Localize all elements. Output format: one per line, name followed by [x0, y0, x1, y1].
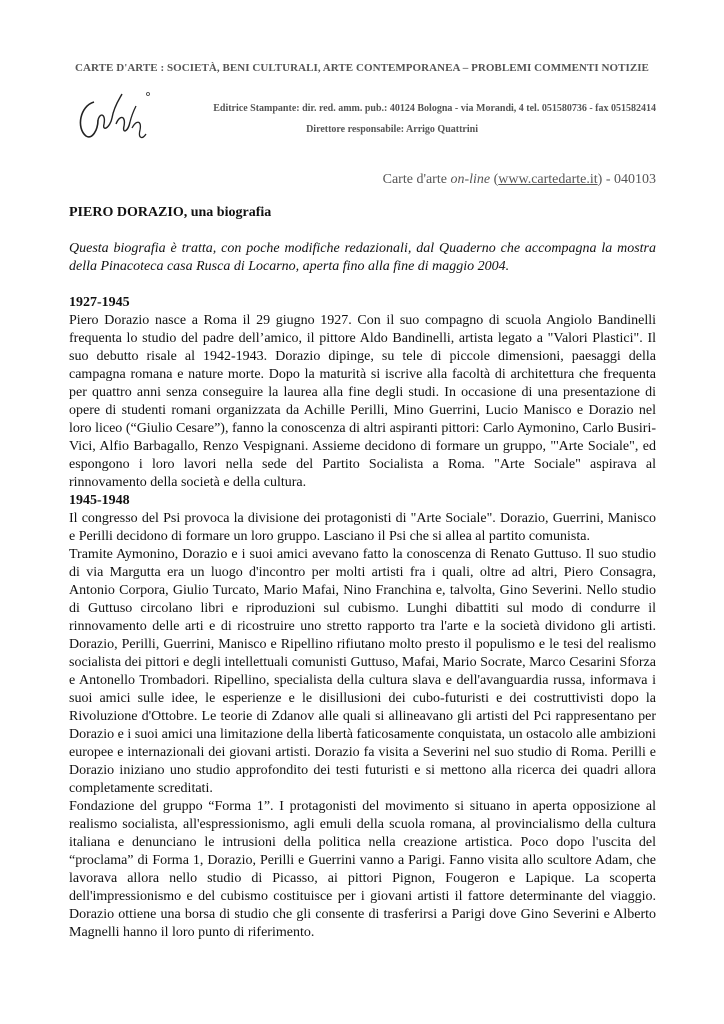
masthead: CARTE D'ARTE : SOCIETÀ, BENI CULTURALI, ARTE CONTEMPORANEA – PROBLEMI COMMENTI NOTIZIE — [75, 62, 649, 74]
publisher-info: Editrice Stampante: dir. red. amm. pub.: 40124 Bologna - via Morandi, 4 tel. 051580736 - fax 051582414 — [213, 103, 656, 114]
issue-code: - 040103 — [602, 172, 656, 187]
section-heading-1945-1948: 1945-1948 — [69, 493, 130, 508]
section-1945-1948-paragraph-1: Il congresso del Psi provoca la divisione dei protagonisti di "Arte Sociale". Dorazio, Guerrini, Manisco e Perilli decidono di formare un loro gruppo. Lasciano il Psi che si allea al partito comunista. — [69, 511, 656, 544]
section-1945-1948-paragraph-3: Fondazione del gruppo “Forma 1”. I protagonisti del movimento si situano in aperta opposizione al realismo socialista, all'espressionismo, agli emuli della scuola romana, al provincialismo della cultura italiana e denunciano le intrusioni della politica nella creazione artistica. Poco dopo l'uscita del “proclama” di Forma 1, Dorazio, Perilli e Guerrini vanno a Parigi. Fanno visita allo scultore Adam, che lavorava allora nello studio di Picasso, ai pittori Pignon, Fougeron e Lapique. La scoperta dell'impressionismo e del cubismo costituisce per i giovani artisti il fattore determinante del viaggio. Dorazio ottiene una borsa di studio che gli consente di trasferirsi a Parigi dove Gino Severini e Alberto Magnelli hanno il loro punto di riferimento. — [69, 799, 656, 940]
article-title: PIERO DORAZIO, una biografia — [69, 205, 272, 220]
carte-darte-logo — [72, 84, 152, 156]
section-1927-1945-text: Piero Dorazio nasce a Roma il 29 giugno 1927. Con il suo compagno di scuola Angiolo Bandinelli frequenta lo studio del padre dell’amico, il pittore Aldo Bandinelli, artista legato a "Valori Plastici". Il suo debutto risale al 1942-1943. Dorazio dipinge, su tele di piccole dimensioni, paesaggi della campagna romana e nature morte. Dopo la maturità si iscrive alla facoltà di architettura che frequenta per quattro anni senza conseguire la laurea alla fine degli studi. In occasione di una presentazione di opere di studenti romani organizzata da Achille Perilli, Mino Guerrini, Lucio Manisco e Dorazio nel loro liceo (“Giulio Cesare”), fanno la conoscenza di altri aspiranti pittori: Carlo Aymonino, Carlo Busiri-Vici, Alfio Barbagallo, Renzo Vespignani. Assieme decidono di formare un gruppo, "'Arte Sociale", ed espongono i loro lavori nella sede del Partito Socialista a Roma. "Arte Sociale" aspirava al rinnovamento della società e della cultura. — [69, 313, 656, 490]
website-link[interactable]: www.cartedarte.it — [498, 172, 598, 187]
section-1945-1948-paragraph-2: Tramite Aymonino, Dorazio e i suoi amici avevano fatto la conoscenza di Renato Guttuso. Il suo studio di via Margutta era un luogo d'incontro per molti artisti fra i quali, oltre ad altri, Piero Consagra, Antonio Corpora, Giulio Turcato, Mario Mafai, Nino Franchina e, talvolta, Gino Severini. Nello studio di Guttuso circolano libri e riproduzioni sul cubismo. Lunghi dibattiti sul modo di condurre il rinnovamento delle arti e di ricostruire uno stretto rapporto tra l'arte e la società dividono gli artisti. Dorazio, Perilli, Guerrini, Manisco e Ripellino rifiutano molto presto il populismo e le tesi del realismo socialista dei pittori e degli intellettuali comunisti Guttuso, Mafai, Mario Socrate, Marco Cesarini Sforza e Antonello Trombadori. Ripellino, specialista della cultura slava e dell'avanguardia russa, informava i suoi amici sulle idee, le esperienze e le disillusioni dei cubo-futuristi e dei costruttivisti dopo la Rivoluzione d'Ottobre. Le teorie di Zdanov alle quali si allineavano gli artisti del Pci rappresentano per Dorazio e i suoi amici una limitazione della libertà faticosamente conquistata, un ostacolo alle ambizioni europee e internazionali dei giovani artisti. Dorazio fa visita a Severini nel suo studio di Roma. Perilli e Dorazio iniziano uno studio approfondito dei testi futuristi e si mettono alla ricerca dei quadri allora completamente screditati. — [69, 547, 656, 796]
section-heading-1927-1945: 1927-1945 — [69, 295, 130, 310]
article-intro: Questa biografia è tratta, con poche modifiche redazionali, dal Quaderno che accompagna la mostra della Pinacoteca casa Rusca di Locarno, aperta fino alla fine di maggio 2004. — [69, 241, 656, 274]
article-body — [69, 204, 656, 942]
online-em: on-line — [450, 172, 491, 187]
editor-in-chief: Direttore responsabile: Arrigo Quattrini — [306, 124, 478, 135]
online-prefix: Carte d'arte — [382, 172, 451, 187]
online-edition-line: Carte d'arte on-line (www.cartedarte.it) - 040103 — [382, 172, 656, 187]
